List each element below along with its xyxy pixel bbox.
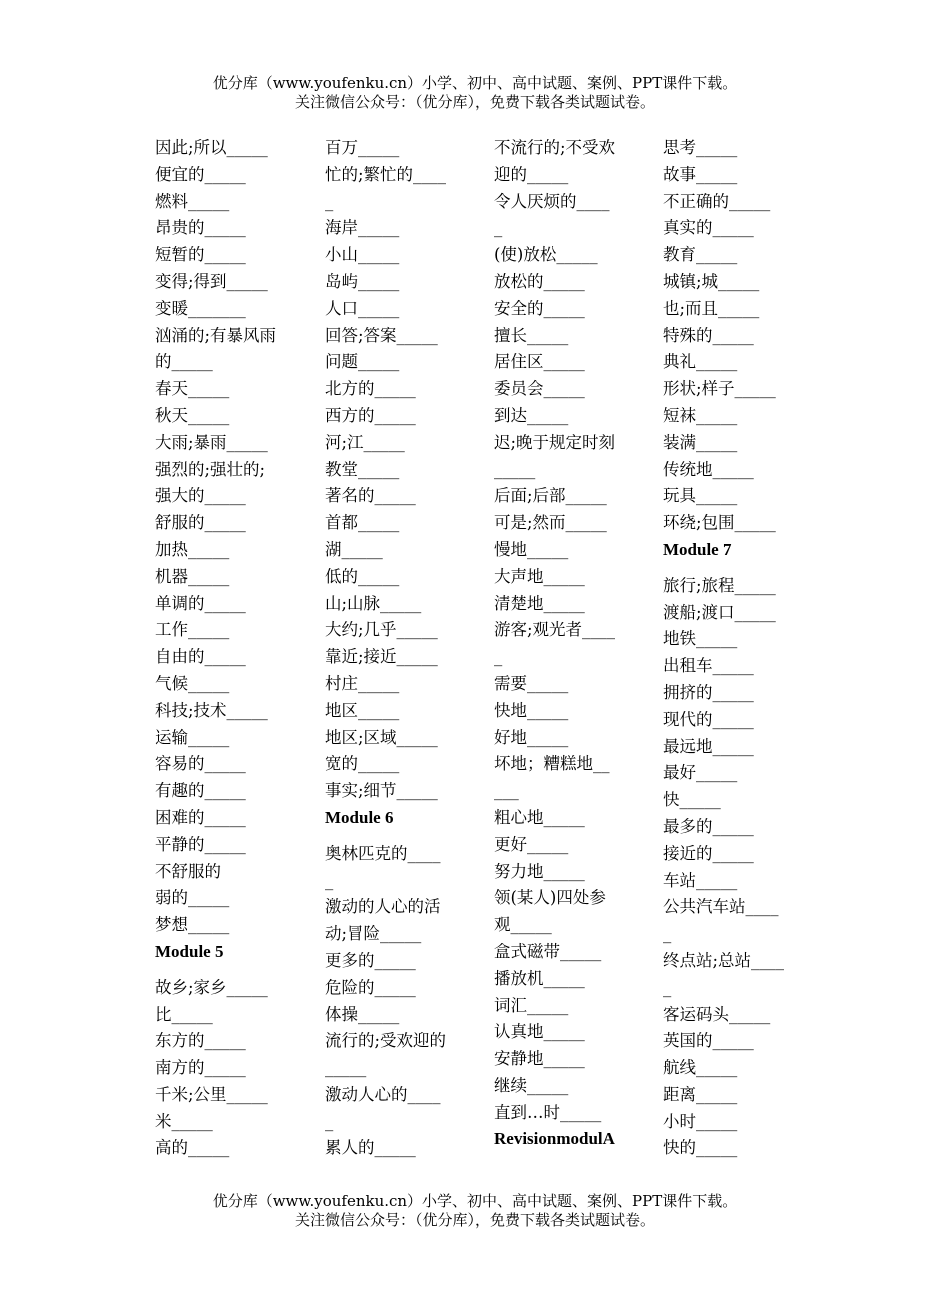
vocab-line: 坏地；糟糕地__ bbox=[494, 754, 610, 774]
vocab-line: 工作_____ bbox=[155, 620, 230, 640]
vocab-line: 最远地_____ bbox=[663, 736, 754, 756]
vocab-line: 比_____ bbox=[155, 1004, 213, 1024]
vocab-line: 委员会_____ bbox=[494, 379, 585, 399]
vocab-line: 村庄_____ bbox=[325, 673, 400, 693]
vocab-line: 迟;晚于规定时刻 bbox=[494, 432, 616, 452]
vocab-line: 擅长_____ bbox=[494, 325, 569, 345]
vocab-line: 居住区_____ bbox=[494, 352, 585, 372]
vocab-line: 海岸_____ bbox=[325, 218, 400, 238]
vocab-line: 可是;然而_____ bbox=[494, 513, 607, 533]
vocab-line: 南方的_____ bbox=[155, 1058, 246, 1078]
vocab-line: 拥挤的_____ bbox=[663, 682, 754, 702]
vocab-line: 城镇;城_____ bbox=[663, 271, 760, 291]
page-header bbox=[0, 74, 950, 112]
vocab-line: 北方的_____ bbox=[325, 379, 416, 399]
module-heading: RevisionmodulA bbox=[494, 1129, 615, 1149]
vocab-line: 梦想_____ bbox=[155, 915, 230, 935]
vocab-line: 加热_____ bbox=[155, 539, 230, 559]
vocab-line: 米_____ bbox=[155, 1111, 213, 1131]
vocab-line: 西方的_____ bbox=[325, 405, 416, 425]
vocab-line: 有趣的_____ bbox=[155, 781, 246, 801]
vocab-line: 体操_____ bbox=[325, 1004, 400, 1024]
vocab-line: 短暂的_____ bbox=[155, 245, 246, 265]
vocab-line: 平静的_____ bbox=[155, 834, 246, 854]
header-line-1: 优分库（www.youfenku.cn）小学、初中、高中试题、案例、PPT课件下载。 bbox=[212, 74, 738, 92]
vocab-line: 也;而且_____ bbox=[663, 298, 760, 318]
footer-line-1: 优分库（www.youfenku.cn）小学、初中、高中试题、案例、PPT课件下载。 bbox=[212, 1192, 738, 1210]
vocab-line: _ bbox=[494, 647, 503, 667]
vocab-line: 靠近;接近_____ bbox=[325, 647, 438, 667]
vocab-line: 更多的_____ bbox=[325, 950, 416, 970]
vocab-line: 终点站;总站____ bbox=[663, 950, 785, 970]
vocab-line: (使)放松_____ bbox=[494, 245, 598, 265]
vocab-line: 地区_____ bbox=[325, 700, 400, 720]
vocab-line: 客运码头_____ bbox=[663, 1004, 771, 1024]
vocab-line: 快_____ bbox=[663, 790, 721, 810]
vocab-line: 盒式磁带_____ bbox=[494, 941, 602, 961]
vocab-line: 动;冒险_____ bbox=[325, 924, 422, 944]
vocab-line: _____ bbox=[325, 1058, 367, 1078]
footer-line-2: 关注微信公众号：（优分库），免费下载各类试题试卷。 bbox=[294, 1211, 655, 1229]
vocab-line: 迎的_____ bbox=[494, 164, 569, 184]
vocab-line: 燃料_____ bbox=[155, 191, 230, 211]
vocab-line: 春天_____ bbox=[155, 379, 230, 399]
vocab-line: 环绕;包围_____ bbox=[663, 513, 776, 533]
module-heading: Module 6 bbox=[325, 807, 394, 827]
vocab-line: 百万_____ bbox=[325, 138, 400, 157]
vocab-line: 地铁_____ bbox=[663, 629, 738, 649]
vocab-line: 放松的_____ bbox=[494, 271, 585, 291]
vocab-line: 航线_____ bbox=[663, 1058, 738, 1078]
vocab-line: 慢地_____ bbox=[494, 539, 569, 559]
vocab-line: 观_____ bbox=[494, 915, 552, 935]
vocab-line: 车站_____ bbox=[663, 870, 738, 890]
vocab-line: 玩具_____ bbox=[663, 486, 738, 506]
vocab-line: 出租车_____ bbox=[663, 656, 754, 676]
vocab-line: 直到…时_____ bbox=[494, 1102, 602, 1122]
vocab-line: 思考_____ bbox=[663, 138, 738, 157]
vocab-line: 危险的_____ bbox=[325, 977, 416, 997]
vocab-line: 运输_____ bbox=[155, 727, 230, 747]
vocab-line: 不流行的;不受欢 bbox=[494, 138, 616, 157]
vocab-line: 不正确的_____ bbox=[663, 191, 771, 211]
vocab-line: 领(某人)四处参 bbox=[494, 888, 606, 908]
vocab-line: 距离_____ bbox=[663, 1084, 738, 1104]
vocab-line: 认真地_____ bbox=[494, 1022, 585, 1042]
header-line-2: 关注微信公众号：（优分库），免费下载各类试题试卷。 bbox=[294, 93, 655, 111]
vocab-line: 小时_____ bbox=[663, 1111, 738, 1131]
vocab-line: 大声地_____ bbox=[494, 566, 585, 586]
vocab-line: 山;山脉_____ bbox=[325, 593, 422, 613]
vocab-line: 流行的;受欢迎的 bbox=[325, 1031, 447, 1051]
vocab-line: _____ bbox=[494, 459, 536, 479]
vocab-line: 著名的_____ bbox=[325, 486, 416, 506]
vocab-line: 典礼_____ bbox=[663, 352, 738, 372]
vocab-line: 播放机_____ bbox=[494, 968, 585, 988]
vocab-line: 自由的_____ bbox=[155, 647, 246, 667]
vocab-line: 低的_____ bbox=[325, 566, 400, 586]
vocab-line: _ bbox=[663, 924, 672, 944]
vocab-line: 后面;后部_____ bbox=[494, 486, 607, 506]
vocab-line: 东方的_____ bbox=[155, 1031, 246, 1051]
vocab-line: 回答;答案_____ bbox=[325, 325, 438, 345]
vocab-line: 汹涌的;有暴风雨 bbox=[155, 325, 277, 345]
vocab-line: 英国的_____ bbox=[663, 1031, 754, 1051]
vocab-line: 弱的_____ bbox=[155, 888, 230, 908]
vocab-line: 变得;得到_____ bbox=[155, 271, 268, 291]
vocab-line: _ bbox=[325, 1111, 334, 1131]
vocab-line: 小山_____ bbox=[325, 245, 400, 265]
vocab-line: 大约;几乎_____ bbox=[325, 620, 438, 640]
vocab-line: 便宜的_____ bbox=[155, 164, 246, 184]
vocab-line: 教育_____ bbox=[663, 245, 738, 265]
vocab-line: 快地_____ bbox=[494, 700, 569, 720]
vocab-line: 首都_____ bbox=[325, 513, 400, 533]
vocab-line: 激动的人心的活 bbox=[325, 897, 441, 917]
vocab-line: 昂贵的_____ bbox=[155, 218, 246, 238]
vocab-line: 湖_____ bbox=[325, 539, 383, 559]
vocab-line: 公共汽车站____ bbox=[663, 897, 779, 917]
vocab-line: 故乡;家乡_____ bbox=[155, 977, 268, 997]
vocab-line: 舒服的_____ bbox=[155, 513, 246, 533]
vocab-line: 好地_____ bbox=[494, 727, 569, 747]
vocab-line: 问题_____ bbox=[325, 352, 400, 372]
vocab-line: 渡船;渡口_____ bbox=[663, 602, 776, 622]
vocab-line: 到达_____ bbox=[494, 405, 569, 425]
vocab-line: 继续_____ bbox=[494, 1075, 569, 1095]
vocab-line: 令人厌烦的____ bbox=[494, 191, 610, 211]
vocab-line: 河;江_____ bbox=[325, 432, 405, 452]
vocab-line: 宽的_____ bbox=[325, 754, 400, 774]
vocab-line: 粗心地_____ bbox=[494, 807, 585, 827]
vocab-line: 不舒服的 bbox=[155, 861, 221, 881]
vocab-line: _ bbox=[325, 870, 334, 890]
vocab-line: _ bbox=[494, 218, 503, 238]
vocab-line: 秋天_____ bbox=[155, 405, 230, 425]
vocab-line: 特殊的_____ bbox=[663, 325, 754, 345]
vocab-line: 游客;观光者____ bbox=[494, 620, 616, 640]
vocab-line: 变暖_______ bbox=[155, 298, 246, 318]
vocab-line: 短袜_____ bbox=[663, 405, 738, 425]
page-footer bbox=[0, 1192, 950, 1230]
vocab-line: 岛屿_____ bbox=[325, 271, 400, 291]
vocab-line: 累人的_____ bbox=[325, 1138, 416, 1158]
vocab-line: 容易的_____ bbox=[155, 754, 246, 774]
vocab-line: 词汇_____ bbox=[494, 995, 569, 1015]
vocab-line: 事实;细节_____ bbox=[325, 781, 438, 801]
vocab-line: 大雨;暴雨_____ bbox=[155, 432, 268, 452]
vocab-column-4 bbox=[663, 135, 803, 1162]
vocab-column-3 bbox=[494, 135, 634, 1162]
vocab-line: 形状;样子_____ bbox=[663, 379, 776, 399]
vocab-line: 因此;所以_____ bbox=[155, 138, 268, 157]
vocab-line: 故事_____ bbox=[663, 164, 738, 184]
vocab-line: 高的_____ bbox=[155, 1138, 230, 1158]
module-heading: Module 7 bbox=[663, 539, 732, 559]
module-heading: Module 5 bbox=[155, 941, 224, 961]
vocab-line: 困难的_____ bbox=[155, 807, 246, 827]
vocab-line: 传统地_____ bbox=[663, 459, 754, 479]
vocab-line: 奥林匹克的____ bbox=[325, 843, 441, 863]
vocab-line: 单调的_____ bbox=[155, 593, 246, 613]
vocab-line: 忙的;繁忙的____ bbox=[325, 164, 447, 184]
vocab-line: 地区;区域_____ bbox=[325, 727, 438, 747]
vocab-line: 教堂_____ bbox=[325, 459, 400, 479]
vocab-line: 千米;公里_____ bbox=[155, 1084, 268, 1104]
vocab-line: 安静地_____ bbox=[494, 1049, 585, 1069]
vocab-line: _ bbox=[663, 977, 672, 997]
vocab-line: 激动人心的____ bbox=[325, 1084, 441, 1104]
vocab-line: 气候_____ bbox=[155, 673, 230, 693]
vocab-line: 人口_____ bbox=[325, 298, 400, 318]
vocab-line: 快的_____ bbox=[663, 1138, 738, 1158]
vocab-line: 最多的_____ bbox=[663, 816, 754, 836]
vocab-line: 强大的_____ bbox=[155, 486, 246, 506]
vocab-line: 清楚地_____ bbox=[494, 593, 585, 613]
vocab-line: 旅行;旅程_____ bbox=[663, 575, 776, 595]
vocab-column-2 bbox=[325, 135, 465, 1162]
vocab-line: 接近的_____ bbox=[663, 843, 754, 863]
vocab-line: 机器_____ bbox=[155, 566, 230, 586]
vocab-column-1 bbox=[155, 135, 295, 1162]
vocab-line: 安全的_____ bbox=[494, 298, 585, 318]
vocab-line: 强烈的;强壮的; bbox=[155, 459, 266, 479]
vocab-line: 最好_____ bbox=[663, 763, 738, 783]
vocab-line: 现代的_____ bbox=[663, 709, 754, 729]
vocab-line: 需要_____ bbox=[494, 673, 569, 693]
vocab-line: 更好_____ bbox=[494, 834, 569, 854]
vocab-line: _ bbox=[325, 191, 334, 211]
vocab-line: ___ bbox=[494, 781, 519, 801]
vocab-line: 科技;技术_____ bbox=[155, 700, 268, 720]
vocab-line: 真实的_____ bbox=[663, 218, 754, 238]
vocab-line: 的_____ bbox=[155, 352, 213, 372]
vocab-line: 装满_____ bbox=[663, 432, 738, 452]
vocab-line: 努力地_____ bbox=[494, 861, 585, 881]
